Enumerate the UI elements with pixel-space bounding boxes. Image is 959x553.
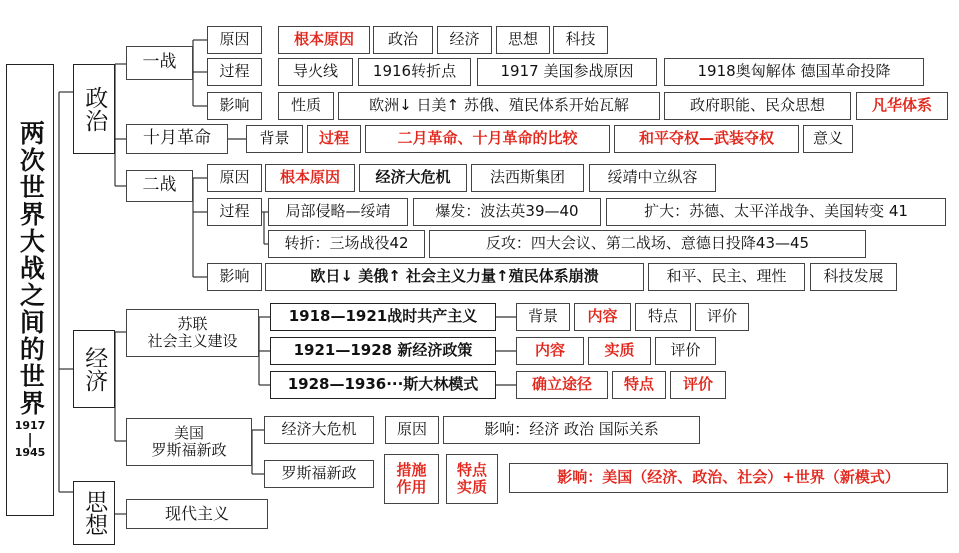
ww2-process-outbreak: 爆发：波法英39—40 <box>413 198 601 226</box>
war-communism-background: 背景 <box>516 303 570 331</box>
war-communism-content: 内容 <box>574 303 631 331</box>
ww2-impact-label: 影响 <box>207 263 262 291</box>
war-communism-features: 特点 <box>635 303 691 331</box>
branch-ww2: 二战 <box>126 170 193 202</box>
ww2-impact-technology: 科技发展 <box>810 263 897 291</box>
stalin-model-evaluation: 评价 <box>670 371 726 399</box>
ussr-war-communism: 1918—1921战时共产主义 <box>270 303 496 331</box>
branch-ussr <box>126 309 259 357</box>
category-politics: 政治 <box>73 64 115 154</box>
branch-ww1: 一战 <box>126 46 193 80</box>
october-background: 背景 <box>246 125 303 153</box>
usa-great-depression: 经济大危机 <box>264 416 374 444</box>
new-deal-measures <box>384 454 439 504</box>
nep-evaluation: 评价 <box>655 337 716 365</box>
october-significance: 意义 <box>803 125 853 153</box>
ww2-impact-power-shift: 欧日↓ 美俄↑ 社会主义力量↑殖民体系崩溃 <box>265 263 644 291</box>
new-deal-measures-line2: 作用 <box>396 478 427 496</box>
ww1-cause-politics: 政治 <box>373 26 433 54</box>
new-deal-features-line1: 特点 <box>456 460 487 479</box>
ww1-cause-thought: 思想 <box>496 26 550 54</box>
ww1-impact-label: 影响 <box>207 92 262 120</box>
ww2-cause-appeasement: 绥靖中立纵容 <box>589 164 716 192</box>
title-main: 两次世界大战之间的世界 <box>16 120 46 418</box>
category-thought: 思想 <box>73 481 115 545</box>
nep-content: 内容 <box>516 337 584 365</box>
ww2-impact-peace: 和平、民主、理性 <box>648 263 805 291</box>
ww1-impact-versailles-washington: 凡华体系 <box>856 92 948 120</box>
ww2-process-turning-point: 转折：三场战役42 <box>268 230 425 258</box>
ussr-label-line2: 社会主义建设 <box>147 332 238 350</box>
ww1-impact-nature: 性质 <box>278 92 334 120</box>
title-year-separator: | <box>27 432 33 448</box>
ussr-new-economic-policy: 1921—1928 新经济政策 <box>270 337 496 365</box>
thought-modernism: 现代主义 <box>126 499 268 529</box>
depression-impact: 影响：经济 政治 国际关系 <box>443 416 700 444</box>
branch-october-revolution: 十月革命 <box>126 124 228 154</box>
ww2-causes-label: 原因 <box>207 164 262 192</box>
usa-label-line2: 罗斯福新政 <box>151 441 227 459</box>
ww1-cause-fundamental: 根本原因 <box>278 26 370 54</box>
ww1-process-1918: 1918奥匈解体 德国革命投降 <box>664 58 924 86</box>
new-deal-impact: 影响：美国（经济、政治、社会）+世界（新模式） <box>509 463 948 493</box>
ww1-process-trigger: 导火线 <box>278 58 353 86</box>
ww2-process-counteroffensive: 反攻：四大会议、第二战场、意德日投降43—45 <box>429 230 866 258</box>
nep-essence: 实质 <box>588 337 651 365</box>
ww1-process-label: 过程 <box>207 58 262 86</box>
ww2-process-label: 过程 <box>207 198 262 226</box>
diagram-title <box>6 64 54 516</box>
october-process: 过程 <box>307 125 361 153</box>
new-deal-measures-line1: 措施 <box>396 460 427 479</box>
ww1-causes-label: 原因 <box>207 26 262 54</box>
new-deal-features-line2: 实质 <box>456 478 487 496</box>
ww2-process-local-aggression: 局部侵略—绥靖 <box>268 198 408 226</box>
ww2-cause-fascist-bloc: 法西斯集团 <box>471 164 584 192</box>
new-deal-features <box>446 454 498 504</box>
stalin-model-establishment: 确立途径 <box>516 371 608 399</box>
usa-label-line1: 美国 <box>173 423 204 442</box>
ww1-impact-world-change: 欧洲↓ 日美↑ 苏俄、殖民体系开始瓦解 <box>338 92 660 120</box>
ww1-process-1916: 1916转折点 <box>358 58 471 86</box>
war-communism-evaluation: 评价 <box>695 303 749 331</box>
ww1-impact-government: 政府职能、民众思想 <box>664 92 851 120</box>
usa-new-deal: 罗斯福新政 <box>264 460 374 488</box>
category-economy: 经济 <box>73 330 115 408</box>
depression-causes: 原因 <box>385 416 439 444</box>
ww1-process-1917: 1917 美国参战原因 <box>477 58 657 86</box>
stalin-model-features: 特点 <box>612 371 666 399</box>
ussr-stalin-model: 1928—1936···斯大林模式 <box>270 371 496 399</box>
branch-usa <box>126 418 252 466</box>
october-comparison: 二月革命、十月革命的比较 <box>365 125 610 153</box>
ww1-cause-economy: 经济 <box>437 26 492 54</box>
ww2-cause-fundamental: 根本原因 <box>265 164 355 192</box>
ussr-label-line1: 苏联 <box>177 314 208 333</box>
ww2-cause-depression: 经济大危机 <box>359 164 467 192</box>
ww2-process-expansion: 扩大：苏德、太平洋战争、美国转变 41 <box>606 198 946 226</box>
title-year-start: 1917 <box>14 419 46 433</box>
ww1-cause-technology: 科技 <box>553 26 608 54</box>
october-power-seizure: 和平夺权—武装夺权 <box>614 125 799 153</box>
title-year-end: 1945 <box>14 446 46 459</box>
